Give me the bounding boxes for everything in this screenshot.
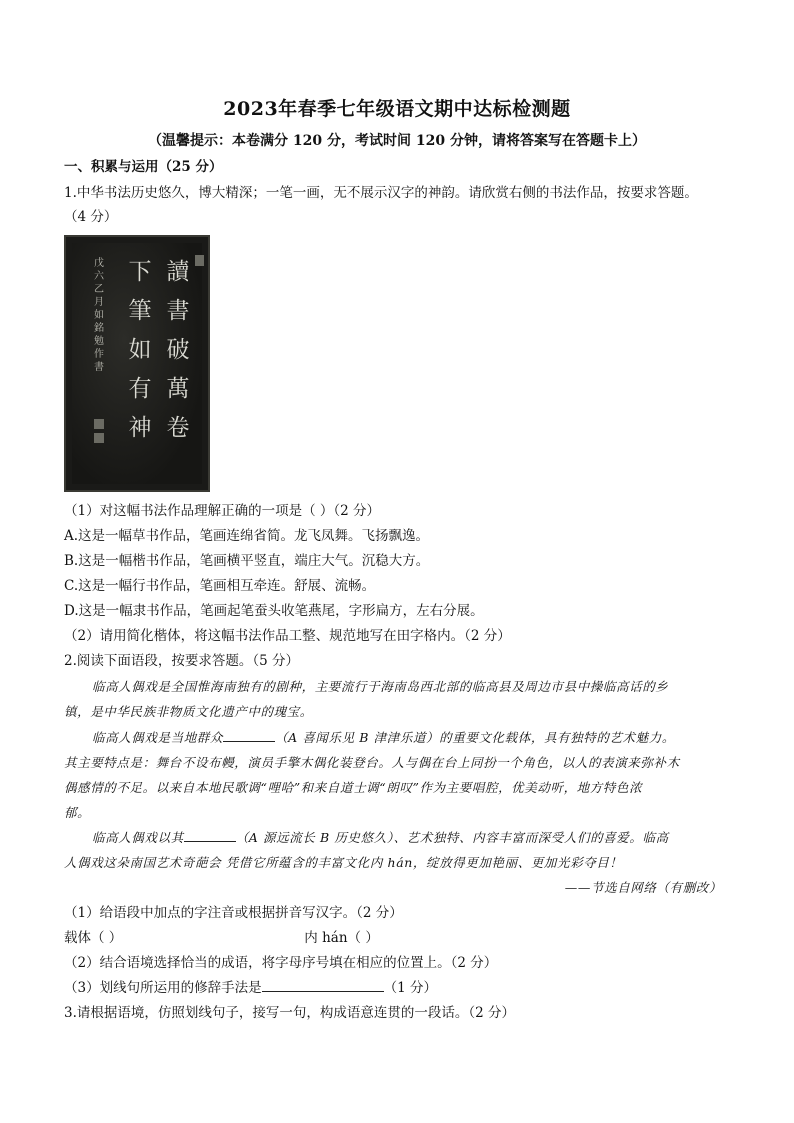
q1-sub2: （2）请用简化楷体，将这幅书法作品工整、规范地写在田字格内。（2 分） — [64, 628, 511, 644]
calligraphy-char: 如 — [128, 337, 152, 363]
passage-line: 郁。 — [64, 805, 91, 820]
calligraphy-background — [72, 243, 202, 484]
calligraphy-char: 有 — [128, 376, 152, 402]
inscription-char: 戊 — [94, 258, 104, 269]
idiom-blank-1[interactable] — [223, 729, 275, 742]
calligraphy-char: 萬 — [166, 376, 190, 402]
q2-sub3 — [64, 979, 437, 997]
passage-text: 临高人偶戏以其 — [92, 830, 184, 845]
passage-line: 镇，是中华民族非物质文化遗产中的瑰宝。 — [64, 704, 313, 719]
calligraphy-inscription — [92, 257, 106, 374]
q2-sub2: （2）结合语境选择恰当的成语，将字母序号填在相应的位置上。（2 分） — [64, 955, 498, 971]
answer-zaiti[interactable]: 载体（ ） — [64, 930, 123, 946]
q3-stem: 3.请根据语境，仿照划线句子，接写一句，构成语意连贯的一段话。（2 分） — [64, 1005, 516, 1021]
q1-option-a: A.这是一幅草书作品，笔画连绵省简。龙飞凤舞。飞扬飘逸。 — [64, 528, 430, 544]
inscription-char: 乙 — [94, 284, 104, 295]
calligraphy-char: 神 — [128, 415, 152, 441]
seal-stamp — [94, 433, 104, 443]
passage-line: 其主要特点是：舞台不设布幔，演员手擎木偶化装登台。人与偶在台上同扮一个角色，以人的表演来弥补木 — [64, 755, 680, 770]
passage-text: （A 源远流长 B 历史悠久）、艺术独特、内容丰富而深受人们的喜爱。临高 — [235, 830, 669, 845]
passage-source: ——节选自网络（有删改） — [564, 880, 722, 895]
passage-line: 人偶戏这朵南国艺术奇葩会 凭借它所蕴含的丰富文化内 hán，绽放得更加艳丽、更加光彩夺目！ — [64, 855, 623, 870]
q2-sub3-score: （1 分） — [383, 980, 437, 996]
passage-text: 临高人偶戏是当地群众 — [92, 730, 224, 745]
section-heading: 一、积累与运用（25 分） — [64, 159, 223, 175]
seal-stamp — [94, 419, 104, 429]
q1-option-c: C.这是一幅行书作品，笔画相互牵连。舒展、流畅。 — [64, 578, 376, 594]
calligraphy-char: 下 — [128, 259, 152, 285]
q1-sub1: （1）对这幅书法作品理解正确的一项是（ ）（2 分） — [64, 503, 381, 519]
inscription-char: 六 — [94, 271, 104, 282]
passage-line: 临高人偶戏是全国惟海南独有的剧种，主要流行于海南岛西北部的临高县及周边市县中操临高话的乡 — [92, 679, 669, 694]
calligraphy-char: 筆 — [128, 298, 152, 324]
calligraphy-image — [64, 235, 210, 492]
inscription-char: 作 — [94, 349, 104, 360]
passage-line-with-blank — [64, 829, 752, 847]
answer-neihan[interactable]: 内 hán（ ） — [304, 930, 379, 946]
passage-line-with-blank — [64, 729, 752, 747]
q2-sub1-answers — [64, 929, 379, 947]
calligraphy-char: 破 — [166, 337, 190, 363]
inscription-char: 銘 — [94, 323, 104, 334]
q1-option-d: D.这是一幅隶书作品，笔画起笔蚕头收笔燕尾，字形扁方，左右分展。 — [64, 603, 484, 619]
inscription-char: 書 — [94, 362, 104, 373]
rhetoric-answer-blank[interactable] — [262, 979, 384, 992]
calligraphy-char: 讀 — [166, 259, 190, 285]
q2-sub3-text: （3）划线句所运用的修辞手法是 — [64, 980, 262, 996]
seal-stamp — [195, 255, 204, 266]
q1-option-b: B.这是一幅楷书作品，笔画横平竖直，端庄大气。沉稳大方。 — [64, 553, 430, 569]
q2-stem: 2.阅读下面语段，按要求答题。（5 分） — [64, 653, 300, 669]
passage-line: 偶感情的不足。以来自本地民歌调“哩哈”和来自道士调“朗叹”作为主要唱腔，优美动听，地方特色浓 — [64, 780, 643, 795]
inscription-char: 如 — [94, 310, 104, 321]
passage-text: （A 喜闻乐见 B 津津乐道）的重要文化载体，具有独特的艺术魅力。 — [275, 730, 675, 745]
q1-stem-score: （4 分） — [64, 209, 118, 225]
calligraphy-char: 書 — [166, 298, 190, 324]
calligraphy-char: 卷 — [166, 415, 190, 441]
calligraphy-column-right — [164, 253, 192, 448]
idiom-blank-2[interactable] — [184, 829, 236, 842]
page-subtitle: （温馨提示：本卷满分 120 分，考试时间 120 分钟，请将答案写在答题卡上） — [148, 133, 646, 149]
calligraphy-column-middle — [126, 253, 154, 448]
page-title: 2023年春季七年级语文期中达标检测题 — [223, 98, 571, 120]
q1-stem: 1.中华书法历史悠久，博大精深；一笔一画，无不展示汉字的神韵。请欣赏右侧的书法作品，按要求答题。 — [64, 185, 698, 201]
q2-sub1: （1）给语段中加点的字注音或根据拼音写汉字。（2 分） — [64, 905, 403, 921]
inscription-char: 勉 — [94, 336, 104, 347]
inscription-char: 月 — [94, 297, 104, 308]
